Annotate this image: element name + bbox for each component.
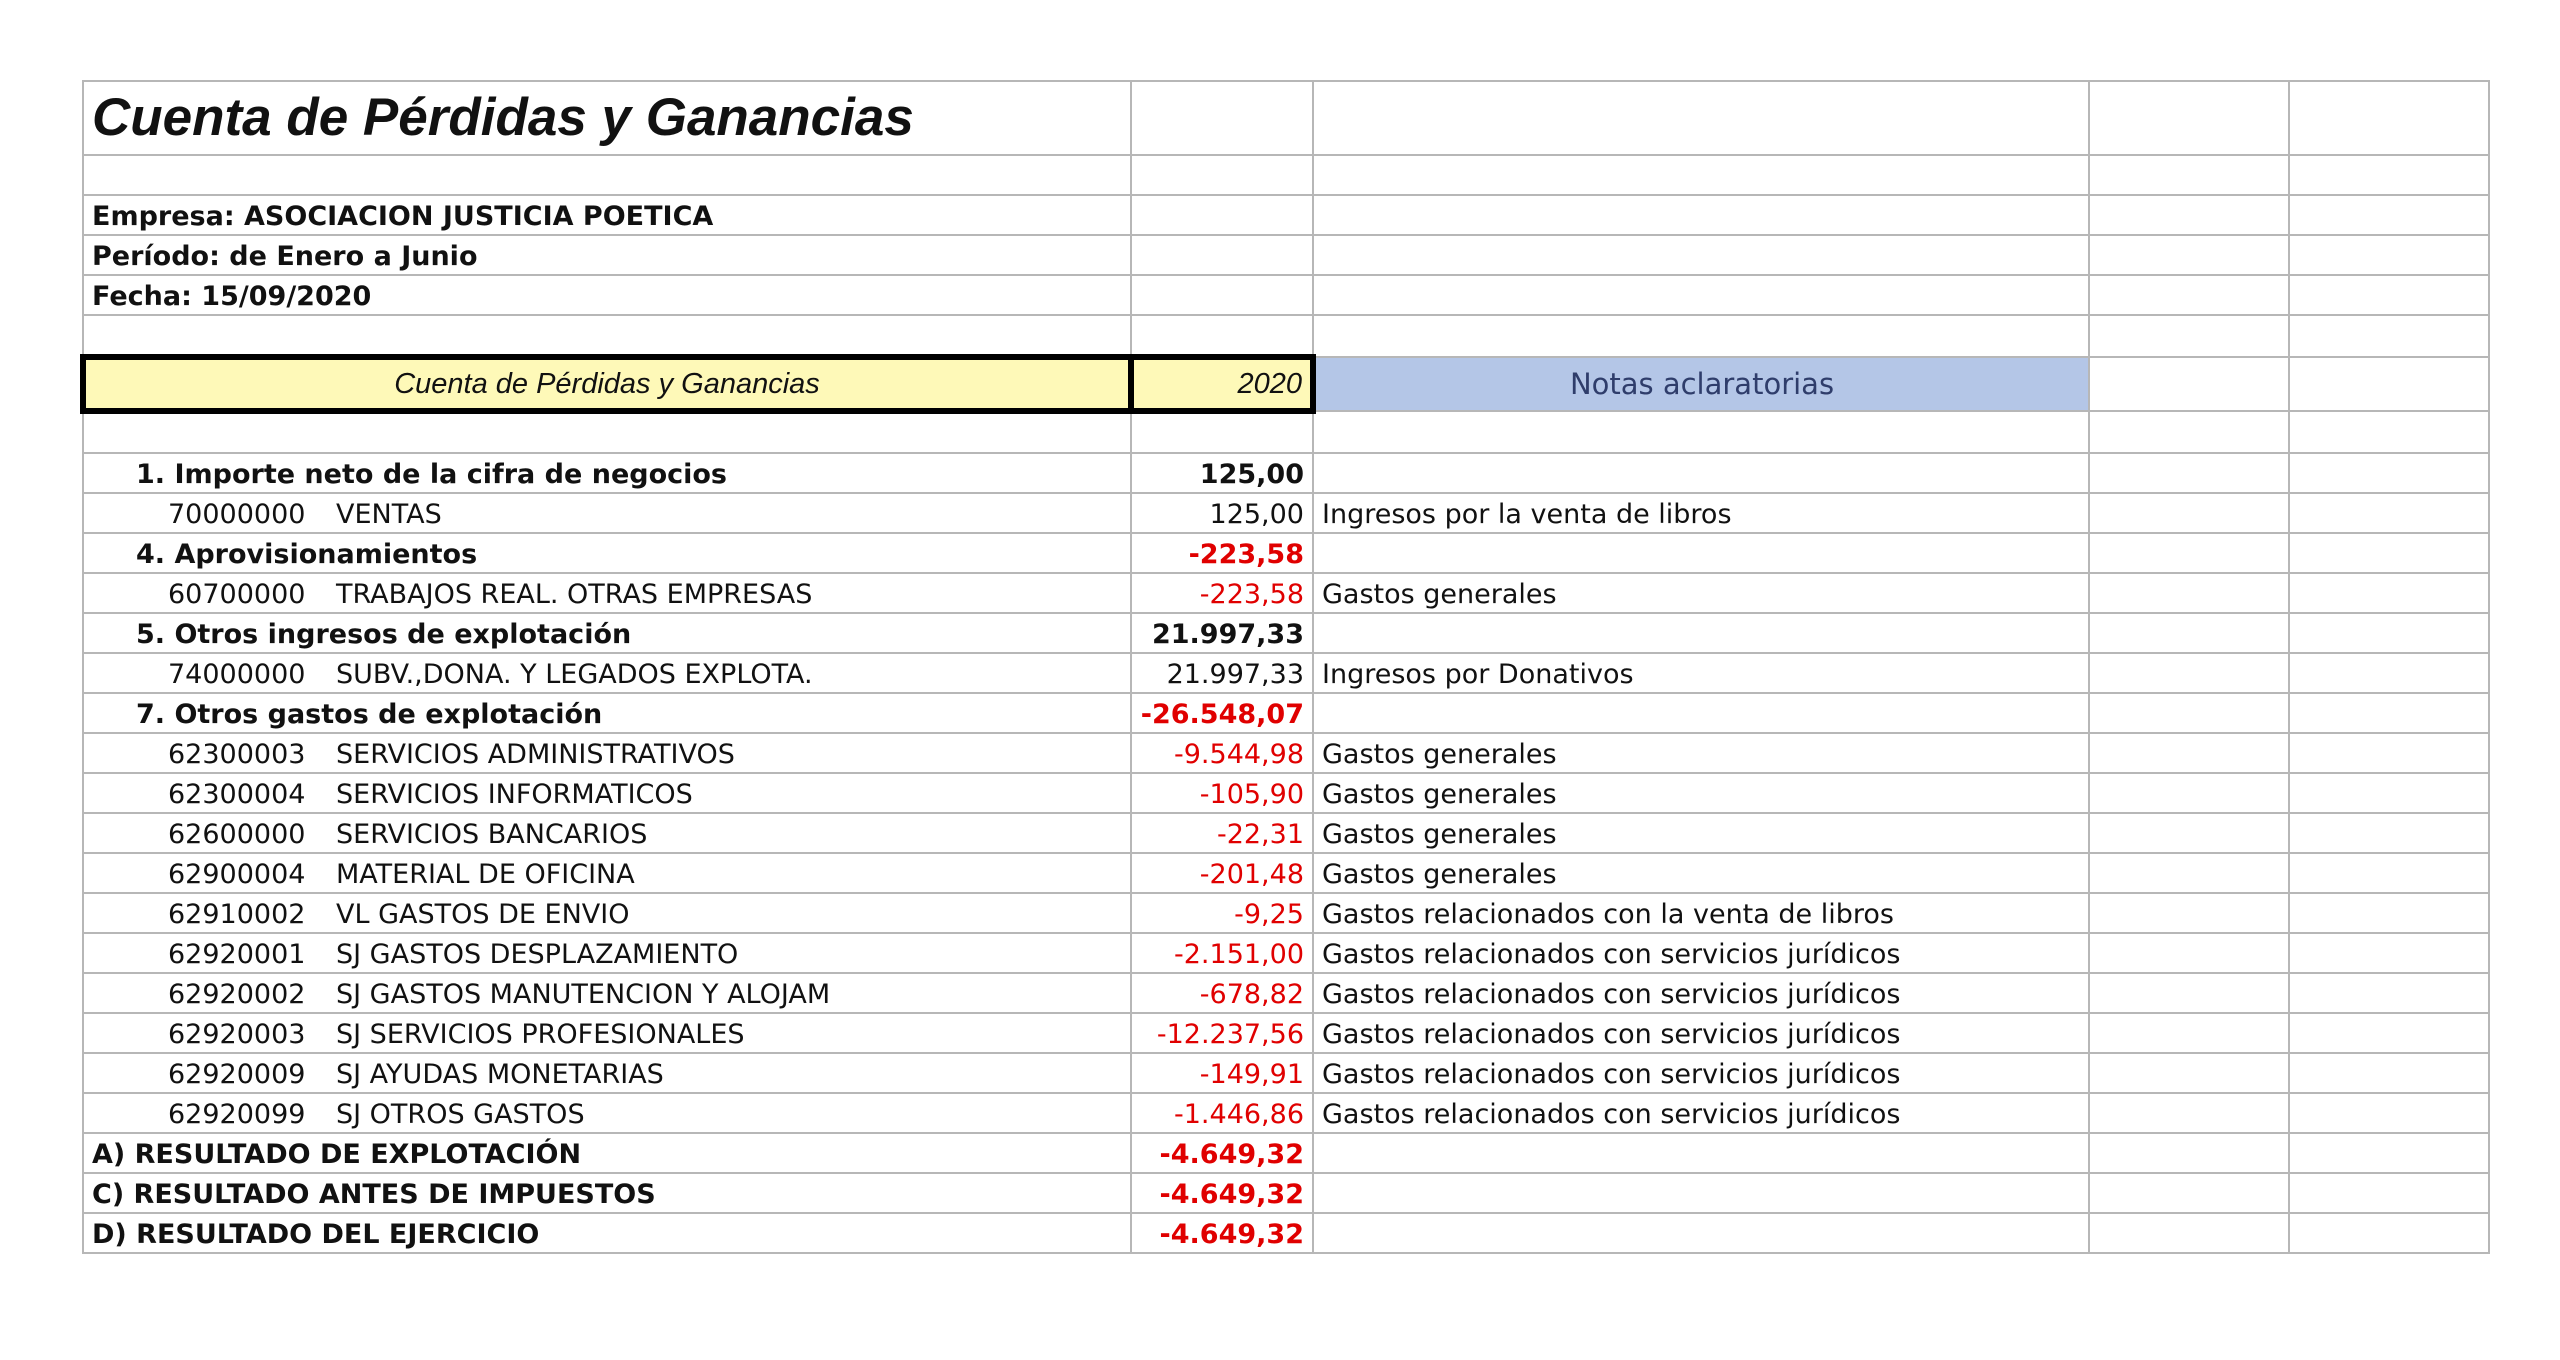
header-notes-cell[interactable]: Notas aclaratorias xyxy=(1313,357,2089,411)
note-cell[interactable]: Gastos generales xyxy=(1313,773,2089,813)
empty-cell[interactable] xyxy=(2289,853,2489,893)
result-row xyxy=(83,1133,2489,1173)
note-cell[interactable] xyxy=(1313,1173,2089,1213)
account-number: 74000000 xyxy=(168,659,306,690)
amount-cell[interactable]: -9,25 xyxy=(1131,893,1313,933)
note-cell[interactable] xyxy=(1313,613,2089,653)
empty-cell[interactable] xyxy=(2289,1053,2489,1093)
amount-cell[interactable]: -105,90 xyxy=(1131,773,1313,813)
empty-cell[interactable] xyxy=(1313,411,2089,453)
account-label-cell[interactable] xyxy=(83,653,1131,693)
note-cell[interactable]: Gastos relacionados con la venta de libros xyxy=(1313,893,2089,933)
empty-cell[interactable] xyxy=(2089,493,2289,533)
empty-cell[interactable] xyxy=(2289,235,2489,275)
account-label-cell[interactable] xyxy=(83,573,1131,613)
amount-cell[interactable]: -9.544,98 xyxy=(1131,733,1313,773)
account-number: 62920099 xyxy=(168,1099,306,1130)
account-name: MATERIAL DE OFICINA xyxy=(336,859,635,890)
empty-cell[interactable] xyxy=(2289,493,2489,533)
empty-cell[interactable] xyxy=(2089,813,2289,853)
empty-cell[interactable] xyxy=(2089,1213,2289,1253)
note-cell[interactable]: Gastos relacionados con servicios jurídicos xyxy=(1313,933,2089,973)
account-label-cell[interactable] xyxy=(83,853,1131,893)
empty-cell[interactable] xyxy=(2089,533,2289,573)
empty-cell[interactable] xyxy=(1131,155,1313,195)
amount-cell[interactable]: -4.649,32 xyxy=(1131,1133,1313,1173)
empty-cell[interactable] xyxy=(2289,195,2489,235)
result-label-cell[interactable]: D) RESULTADO DEL EJERCICIO xyxy=(83,1213,1131,1253)
empty-cell[interactable] xyxy=(1313,315,2089,357)
empty-cell[interactable] xyxy=(83,315,1131,357)
note-cell[interactable]: Gastos generales xyxy=(1313,813,2089,853)
empty-cell[interactable] xyxy=(2289,773,2489,813)
amount-cell[interactable]: 21.997,33 xyxy=(1131,653,1313,693)
amount-cell[interactable]: 125,00 xyxy=(1131,453,1313,493)
amount-cell[interactable]: 125,00 xyxy=(1131,493,1313,533)
group-row xyxy=(83,533,2489,573)
account-number: 62300003 xyxy=(168,739,306,770)
empty-cell[interactable] xyxy=(2289,573,2489,613)
empty-cell[interactable] xyxy=(2289,533,2489,573)
group-row xyxy=(83,613,2489,653)
account-name: SJ SERVICIOS PROFESIONALES xyxy=(336,1019,745,1050)
account-name: SUBV.,DONA. Y LEGADOS EXPLOTA. xyxy=(336,659,813,690)
empty-cell[interactable] xyxy=(2089,315,2289,357)
account-label-cell[interactable] xyxy=(83,973,1131,1013)
account-number: 62910002 xyxy=(168,899,306,930)
note-cell[interactable]: Gastos relacionados con servicios jurídicos xyxy=(1313,973,2089,1013)
amount-cell[interactable]: -4.649,32 xyxy=(1131,1213,1313,1253)
empty-cell[interactable] xyxy=(1313,195,2089,235)
account-number: 62920001 xyxy=(168,939,306,970)
account-row xyxy=(83,893,2489,933)
account-row xyxy=(83,813,2489,853)
group-label-cell[interactable]: 4. Aprovisionamientos xyxy=(83,533,1131,573)
account-row xyxy=(83,653,2489,693)
empty-cell[interactable] xyxy=(2089,773,2289,813)
empty-cell[interactable] xyxy=(2089,733,2289,773)
empty-cell[interactable] xyxy=(2289,155,2489,195)
empty-cell[interactable] xyxy=(1131,81,1313,155)
note-cell[interactable]: Ingresos por la venta de libros xyxy=(1313,493,2089,533)
account-row xyxy=(83,853,2489,893)
amount-cell[interactable]: -149,91 xyxy=(1131,1053,1313,1093)
group-row xyxy=(83,693,2489,733)
empty-cell[interactable] xyxy=(2089,1133,2289,1173)
empty-cell[interactable] xyxy=(2089,1013,2289,1053)
pl-sheet xyxy=(80,80,2490,1254)
account-row xyxy=(83,733,2489,773)
note-cell[interactable] xyxy=(1313,693,2089,733)
empty-cell[interactable] xyxy=(2089,1173,2289,1213)
empty-cell[interactable] xyxy=(83,155,1131,195)
note-cell[interactable]: Gastos generales xyxy=(1313,733,2089,773)
account-name: SJ GASTOS DESPLAZAMIENTO xyxy=(336,939,739,970)
blank-row xyxy=(83,315,2489,357)
amount-cell[interactable]: -201,48 xyxy=(1131,853,1313,893)
info-row xyxy=(83,275,2489,315)
empty-cell[interactable] xyxy=(1131,315,1313,357)
amount-cell[interactable]: -2.151,00 xyxy=(1131,933,1313,973)
account-number: 62920009 xyxy=(168,1059,306,1090)
account-row xyxy=(83,573,2489,613)
account-label-cell[interactable] xyxy=(83,1013,1131,1053)
empty-cell[interactable] xyxy=(2089,613,2289,653)
empty-cell[interactable] xyxy=(2089,453,2289,493)
blank-row xyxy=(83,155,2489,195)
empty-cell[interactable] xyxy=(2289,1173,2489,1213)
empty-cell[interactable] xyxy=(2089,81,2289,155)
empty-cell[interactable] xyxy=(2289,1133,2489,1173)
empty-cell[interactable] xyxy=(83,411,1131,453)
empty-cell[interactable] xyxy=(2089,411,2289,453)
account-label-cell[interactable] xyxy=(83,1093,1131,1133)
empty-cell[interactable] xyxy=(2089,195,2289,235)
group-label-cell[interactable]: 5. Otros ingresos de explotación xyxy=(83,613,1131,653)
amount-cell[interactable]: -22,31 xyxy=(1131,813,1313,853)
empty-cell[interactable] xyxy=(2289,1093,2489,1133)
account-label-cell[interactable] xyxy=(83,813,1131,853)
account-label-cell[interactable] xyxy=(83,773,1131,813)
account-row xyxy=(83,1053,2489,1093)
amount-cell[interactable]: -4.649,32 xyxy=(1131,1173,1313,1213)
empty-cell[interactable] xyxy=(2089,933,2289,973)
empty-cell[interactable] xyxy=(1313,81,2089,155)
empty-cell[interactable] xyxy=(2289,893,2489,933)
empty-cell[interactable] xyxy=(1131,275,1313,315)
account-name: VL GASTOS DE ENVIO xyxy=(336,899,630,930)
account-name: TRABAJOS REAL. OTRAS EMPRESAS xyxy=(336,579,813,610)
amount-cell[interactable]: -678,82 xyxy=(1131,973,1313,1013)
amount-cell[interactable]: -26.548,07 xyxy=(1131,693,1313,733)
result-label-cell[interactable]: C) RESULTADO ANTES DE IMPUESTOS xyxy=(83,1173,1131,1213)
note-cell[interactable]: Gastos relacionados con servicios jurídicos xyxy=(1313,1093,2089,1133)
account-number: 62920003 xyxy=(168,1019,306,1050)
header-label-cell[interactable]: Cuenta de Pérdidas y Ganancias xyxy=(83,357,1131,411)
amount-cell[interactable]: 21.997,33 xyxy=(1131,613,1313,653)
account-name: VENTAS xyxy=(336,499,442,530)
title-row xyxy=(83,81,2489,155)
empty-cell[interactable] xyxy=(2089,155,2289,195)
empty-cell[interactable] xyxy=(2089,1053,2289,1093)
account-name: SERVICIOS ADMINISTRATIVOS xyxy=(336,739,735,770)
company-cell[interactable]: Empresa: ASOCIACION JUSTICIA POETICA xyxy=(83,195,1131,235)
amount-cell[interactable]: -1.446,86 xyxy=(1131,1093,1313,1133)
account-label-cell[interactable] xyxy=(83,933,1131,973)
account-row xyxy=(83,1093,2489,1133)
empty-cell[interactable] xyxy=(2089,693,2289,733)
result-row xyxy=(83,1173,2489,1213)
account-row xyxy=(83,493,2489,533)
empty-cell[interactable] xyxy=(2289,733,2489,773)
account-label-cell[interactable] xyxy=(83,493,1131,533)
note-cell[interactable] xyxy=(1313,453,2089,493)
account-row xyxy=(83,1013,2489,1053)
amount-cell[interactable]: -223,58 xyxy=(1131,533,1313,573)
empty-cell[interactable] xyxy=(2089,973,2289,1013)
empty-cell[interactable] xyxy=(2089,235,2289,275)
header-year-cell[interactable]: 2020 xyxy=(1131,357,1313,411)
note-cell[interactable]: Ingresos por Donativos xyxy=(1313,653,2089,693)
empty-cell[interactable] xyxy=(2289,693,2489,733)
group-row xyxy=(83,453,2489,493)
empty-cell[interactable] xyxy=(2089,275,2289,315)
note-cell[interactable] xyxy=(1313,1213,2089,1253)
account-name: SERVICIOS INFORMATICOS xyxy=(336,779,693,810)
blank-row xyxy=(83,411,2489,453)
account-number: 62900004 xyxy=(168,859,306,890)
info-row xyxy=(83,195,2489,235)
empty-cell[interactable] xyxy=(2289,315,2489,357)
empty-cell[interactable] xyxy=(2089,893,2289,933)
account-number: 62300004 xyxy=(168,779,306,810)
note-cell[interactable] xyxy=(1313,1133,2089,1173)
account-number: 60700000 xyxy=(168,579,306,610)
account-name: SJ OTROS GASTOS xyxy=(336,1099,585,1130)
empty-cell[interactable] xyxy=(2089,1093,2289,1133)
account-name: SJ GASTOS MANUTENCION Y ALOJAM xyxy=(336,979,831,1010)
empty-cell[interactable] xyxy=(1131,411,1313,453)
amount-cell[interactable]: -12.237,56 xyxy=(1131,1013,1313,1053)
period-cell[interactable]: Período: de Enero a Junio xyxy=(83,235,1131,275)
result-row xyxy=(83,1213,2489,1253)
date-cell[interactable]: Fecha: 15/09/2020 xyxy=(83,275,1131,315)
empty-cell[interactable] xyxy=(1313,235,2089,275)
account-number: 70000000 xyxy=(168,499,306,530)
group-label-cell[interactable]: 1. Importe neto de la cifra de negocios xyxy=(83,453,1131,493)
sheet-title[interactable]: Cuenta de Pérdidas y Ganancias xyxy=(83,81,1131,155)
empty-cell[interactable] xyxy=(2289,973,2489,1013)
account-label-cell[interactable] xyxy=(83,893,1131,933)
result-label-cell[interactable]: A) RESULTADO DE EXPLOTACIÓN xyxy=(83,1133,1131,1173)
empty-cell[interactable] xyxy=(2289,81,2489,155)
empty-cell[interactable] xyxy=(2289,653,2489,693)
empty-cell[interactable] xyxy=(2289,613,2489,653)
info-row xyxy=(83,235,2489,275)
header-row xyxy=(83,357,2489,411)
empty-cell[interactable] xyxy=(2289,357,2489,411)
empty-cell[interactable] xyxy=(2289,453,2489,493)
account-row xyxy=(83,773,2489,813)
empty-cell[interactable] xyxy=(2289,275,2489,315)
empty-cell[interactable] xyxy=(2089,573,2289,613)
empty-cell[interactable] xyxy=(1131,195,1313,235)
empty-cell[interactable] xyxy=(2289,1013,2489,1053)
note-cell[interactable]: Gastos generales xyxy=(1313,573,2089,613)
empty-cell[interactable] xyxy=(2089,653,2289,693)
empty-cell[interactable] xyxy=(1313,155,2089,195)
empty-cell[interactable] xyxy=(1313,275,2089,315)
note-cell[interactable]: Gastos relacionados con servicios jurídicos xyxy=(1313,1013,2089,1053)
empty-cell[interactable] xyxy=(2289,813,2489,853)
account-row xyxy=(83,933,2489,973)
empty-cell[interactable] xyxy=(2089,853,2289,893)
account-number: 62920002 xyxy=(168,979,306,1010)
account-name: SERVICIOS BANCARIOS xyxy=(336,819,648,850)
empty-cell[interactable] xyxy=(2289,1213,2489,1253)
account-label-cell[interactable] xyxy=(83,733,1131,773)
empty-cell[interactable] xyxy=(2289,411,2489,453)
note-cell[interactable]: Gastos relacionados con servicios jurídicos xyxy=(1313,1053,2089,1093)
note-cell[interactable]: Gastos generales xyxy=(1313,853,2089,893)
account-label-cell[interactable] xyxy=(83,1053,1131,1093)
empty-cell[interactable] xyxy=(2289,933,2489,973)
empty-cell[interactable] xyxy=(1131,235,1313,275)
group-label-cell[interactable]: 7. Otros gastos de explotación xyxy=(83,693,1131,733)
amount-cell[interactable]: -223,58 xyxy=(1131,573,1313,613)
account-number: 62600000 xyxy=(168,819,306,850)
note-cell[interactable] xyxy=(1313,533,2089,573)
account-row xyxy=(83,973,2489,1013)
account-name: SJ AYUDAS MONETARIAS xyxy=(336,1059,664,1090)
empty-cell[interactable] xyxy=(2089,357,2289,411)
